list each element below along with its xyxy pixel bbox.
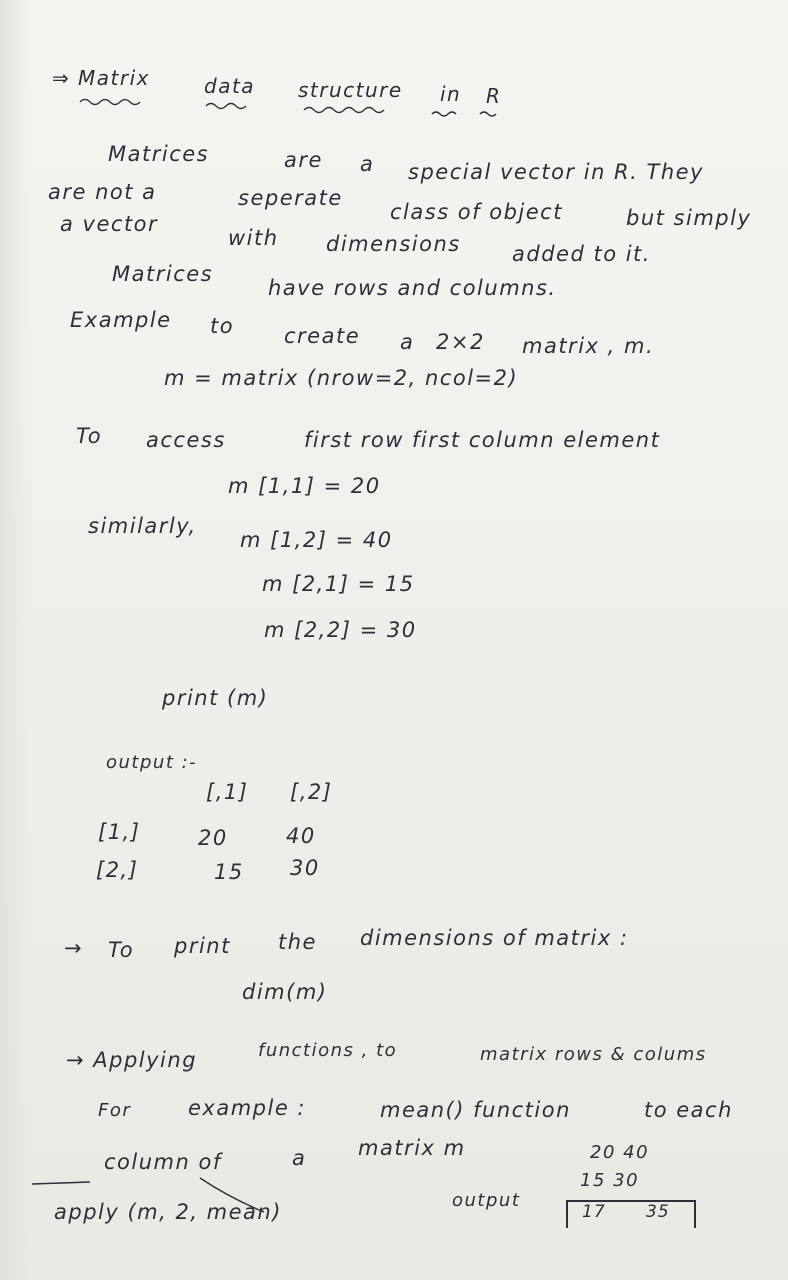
- dims-to: To: [108, 938, 135, 962]
- apply-output-1: 17: [582, 1202, 606, 1222]
- print-code: print (m): [162, 686, 269, 710]
- access-to: To: [76, 424, 103, 448]
- intro-added-to-it: added to it.: [512, 242, 651, 266]
- apply-a: a: [292, 1146, 307, 1170]
- title-word-r: R: [486, 84, 502, 108]
- intro-a-vector: a vector: [60, 212, 159, 236]
- apply-column-of: column of: [104, 1150, 222, 1174]
- apply-for: For: [98, 1100, 132, 1121]
- intro-matrices-2: Matrices: [112, 262, 214, 286]
- intro-rows-columns: have rows and columns.: [268, 276, 557, 300]
- output-r2c2: 30: [290, 856, 320, 880]
- dims-code: dim(m): [242, 980, 328, 1004]
- apply-output-box: [566, 1200, 696, 1228]
- example-to: to: [210, 314, 235, 338]
- output-row-2: [2,]: [96, 858, 139, 882]
- title-word-in: in: [440, 82, 462, 106]
- dims-print: print: [174, 934, 231, 958]
- apply-to-each: to each: [644, 1098, 733, 1122]
- output-row-1: [1,]: [98, 820, 141, 844]
- intro-seperate: seperate: [238, 186, 343, 210]
- apply-mean: mean() function: [380, 1098, 571, 1122]
- intro-class-of-object: class of object: [390, 200, 563, 224]
- apply-rest: matrix rows & colums: [480, 1044, 707, 1065]
- title-arrow: ⇒: [52, 66, 71, 90]
- intro-but-simply: but simply: [626, 206, 752, 230]
- access-access: access: [146, 428, 226, 452]
- apply-strike-marks: [30, 1168, 290, 1218]
- apply-heading: → Applying: [66, 1048, 198, 1072]
- output-col-1: [,1]: [206, 780, 249, 804]
- example-size: 2×2: [436, 330, 485, 354]
- intro-a: a: [360, 152, 375, 176]
- apply-code: apply (m, 2, mean): [54, 1200, 282, 1224]
- intro-special-vector: special vector in R. They: [408, 160, 704, 184]
- apply-matrix-m: matrix m: [358, 1136, 466, 1160]
- apply-output-2: 35: [646, 1202, 670, 1222]
- example-create: create: [284, 324, 361, 348]
- output-r2c1: 15: [214, 860, 244, 884]
- example-a: a: [400, 330, 415, 354]
- intro-dimensions: dimensions: [326, 232, 461, 256]
- intro-with: with: [228, 226, 279, 250]
- dims-arrow: →: [64, 936, 84, 960]
- output-r1c1: 20: [198, 826, 228, 850]
- apply-side-row-1: 20 40: [590, 1142, 650, 1163]
- title-underline-squiggles: [76, 92, 516, 118]
- access-rest: first row first column element: [304, 428, 661, 452]
- dims-the: the: [278, 930, 317, 954]
- output-r1c2: 40: [286, 824, 316, 848]
- apply-side-row-2: 15 30: [580, 1170, 640, 1191]
- example-label: Example: [70, 308, 172, 332]
- access-line-4: m [2,2] = 30: [264, 618, 417, 642]
- intro-matrices: Matrices: [108, 142, 210, 166]
- access-line-1: m [1,1] = 20: [228, 474, 381, 498]
- access-similarly: similarly,: [88, 514, 197, 538]
- intro-are-not-a: are not a: [48, 180, 157, 204]
- example-code: m = matrix (nrow=2, ncol=2): [164, 366, 519, 390]
- title-word-data: data: [204, 74, 256, 98]
- apply-example: example :: [188, 1096, 307, 1120]
- access-line-3: m [2,1] = 15: [262, 572, 415, 596]
- apply-functions: functions , to: [258, 1040, 398, 1061]
- intro-are: are: [284, 148, 323, 172]
- title-word-matrix: Matrix: [78, 66, 150, 90]
- apply-output-label: output: [452, 1190, 521, 1211]
- output-label: output :-: [106, 752, 198, 773]
- title-word-structure: structure: [298, 78, 403, 102]
- access-line-2: m [1,2] = 40: [240, 528, 393, 552]
- output-col-2: [,2]: [290, 780, 333, 804]
- dims-rest: dimensions of matrix :: [360, 926, 629, 950]
- example-rest: matrix , m.: [522, 334, 655, 358]
